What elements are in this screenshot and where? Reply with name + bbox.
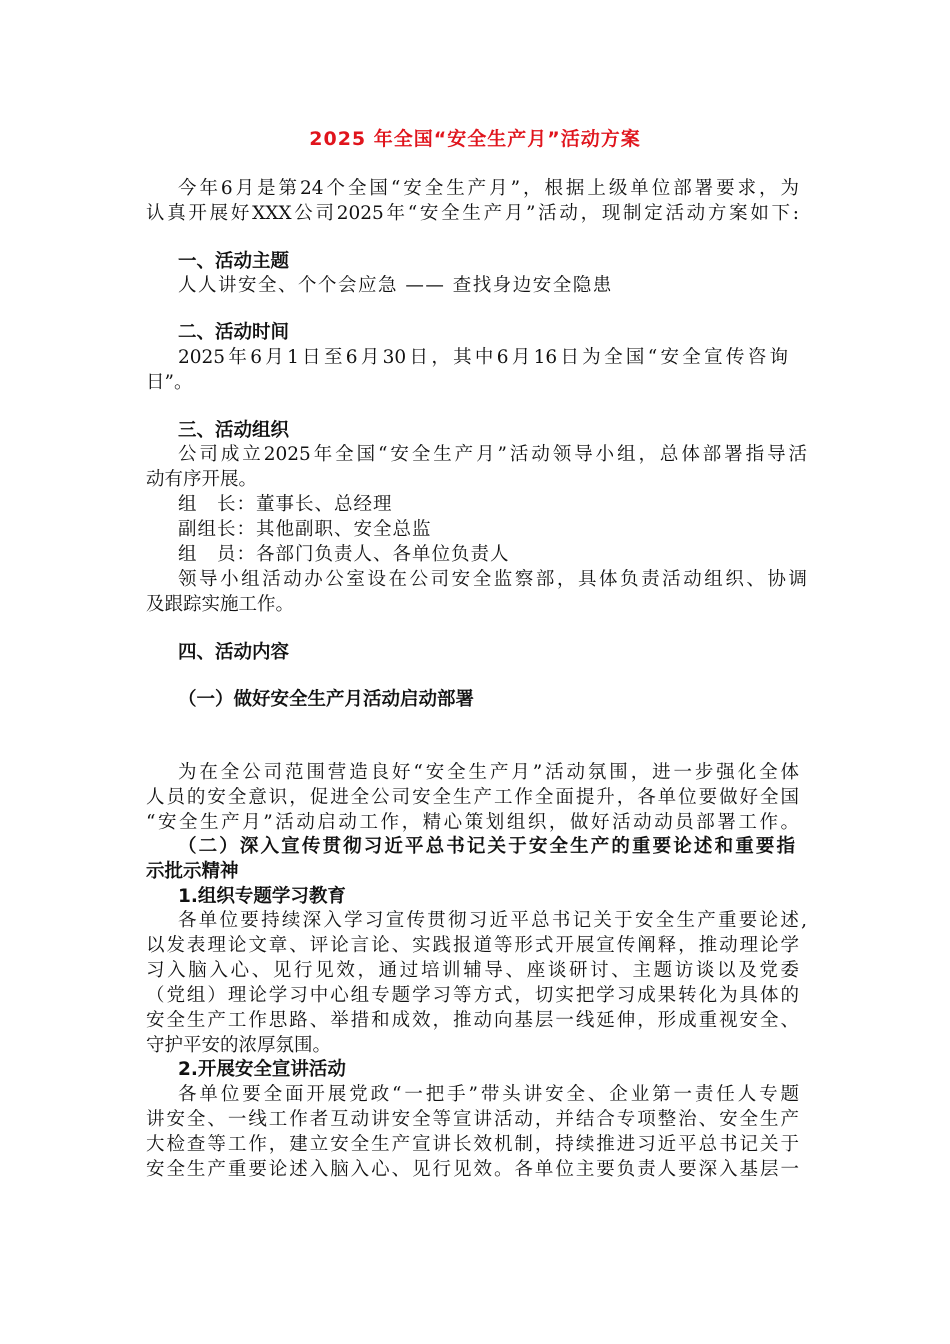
item-1-line-4: （党组）理论学习中心组专题学习等方式，切实把学习成果转化为具体的: [146, 985, 799, 1006]
section-3-heading: 三、活动组织: [178, 420, 290, 441]
subsection-2-heading-line-2: 示批示精神: [146, 861, 239, 882]
item-2-line-3: 大检查等工作，建立安全生产宣讲长效机制，持续推进习近平总书记关于: [146, 1134, 799, 1155]
section-4-heading: 四、活动内容: [178, 642, 290, 663]
section-3-line-3: 组 长：董事长、总经理: [178, 494, 393, 515]
item-1-line-6: 守护平安的浓厚氛围。: [146, 1035, 332, 1056]
section-2-line-2: 日”。: [146, 372, 193, 393]
section-3-line-7: 及跟踪实施工作。: [146, 594, 295, 615]
document-title: 2025 年全国“安全生产月”活动方案: [309, 128, 641, 150]
subsection-1-heading: （一）做好安全生产月活动启动部署: [178, 689, 475, 710]
item-1-line-1: 各单位要持续深入学习宣传贯彻习近平总书记关于安全生产重要论述,: [178, 910, 807, 931]
intro-line-2: 认真开展好XXX公司2025年“安全生产月”活动，现制定活动方案如下:: [146, 203, 799, 224]
section-2-line-1: 2025年6月1日至6月30日，其中6月16日为全国“安全宣传咨询: [178, 347, 788, 368]
item-1-line-3: 习入脑入心、见行见效，通过培训辅导、座谈研讨、主题访谈以及党委: [146, 960, 799, 981]
subsection-1-line-2: 人员的安全意识，促进全公司安全生产工作全面提升，各单位要做好全国: [146, 787, 799, 808]
section-3-line-1: 公司成立2025年全国“安全生产月”活动领导小组，总体部署指导活: [178, 444, 807, 465]
subsection-2-heading-line-1: （二）深入宣传贯彻习近平总书记关于安全生产的重要论述和重要指: [178, 836, 795, 857]
item-1-line-5: 安全生产工作思路、举措和成效，推动向基层一线延伸，形成重视安全、: [146, 1010, 799, 1031]
item-2-heading: 2.开展安全宣讲活动: [178, 1059, 346, 1080]
section-1-heading: 一、活动主题: [178, 251, 290, 272]
intro-line-1: 今年6月是第24个全国“安全生产月”，根据上级单位部署要求，为: [178, 178, 799, 199]
item-2-line-4: 安全生产重要论述入脑入心、见行见效。各单位主要负责人要深入基层一: [146, 1159, 799, 1180]
section-3-line-5: 组 员：各部门负责人、各单位负责人: [178, 544, 510, 565]
subsection-1-line-3: “安全生产月”活动启动工作，精心策划组织，做好活动动员部署工作。: [146, 812, 799, 833]
item-1-line-2: 以发表理论文章、评论言论、实践报道等形式开展宣传阐释，推动理论学: [146, 935, 799, 956]
section-3-line-4: 副组长：其他副职、安全总监: [178, 519, 432, 540]
section-3-line-2: 动有序开展。: [146, 469, 258, 490]
item-2-line-1: 各单位要全面开展党政“一把手”带头讲安全、企业第一责任人专题: [178, 1084, 799, 1105]
section-1-text: 人人讲安全、个个会应急 —— 查找身边安全隐患: [178, 275, 613, 296]
section-2-heading: 二、活动时间: [178, 322, 290, 343]
item-1-heading: 1.组织专题学习教育: [178, 886, 346, 907]
section-3-line-6: 领导小组活动办公室设在公司安全监察部，具体负责活动组织、协调: [178, 569, 807, 590]
subsection-1-line-1: 为在全公司范围营造良好“安全生产月”活动氛围，进一步强化全体: [178, 762, 799, 783]
item-2-line-2: 讲安全、一线工作者互动讲安全等宣讲活动，并结合专项整治、安全生产: [146, 1109, 799, 1130]
